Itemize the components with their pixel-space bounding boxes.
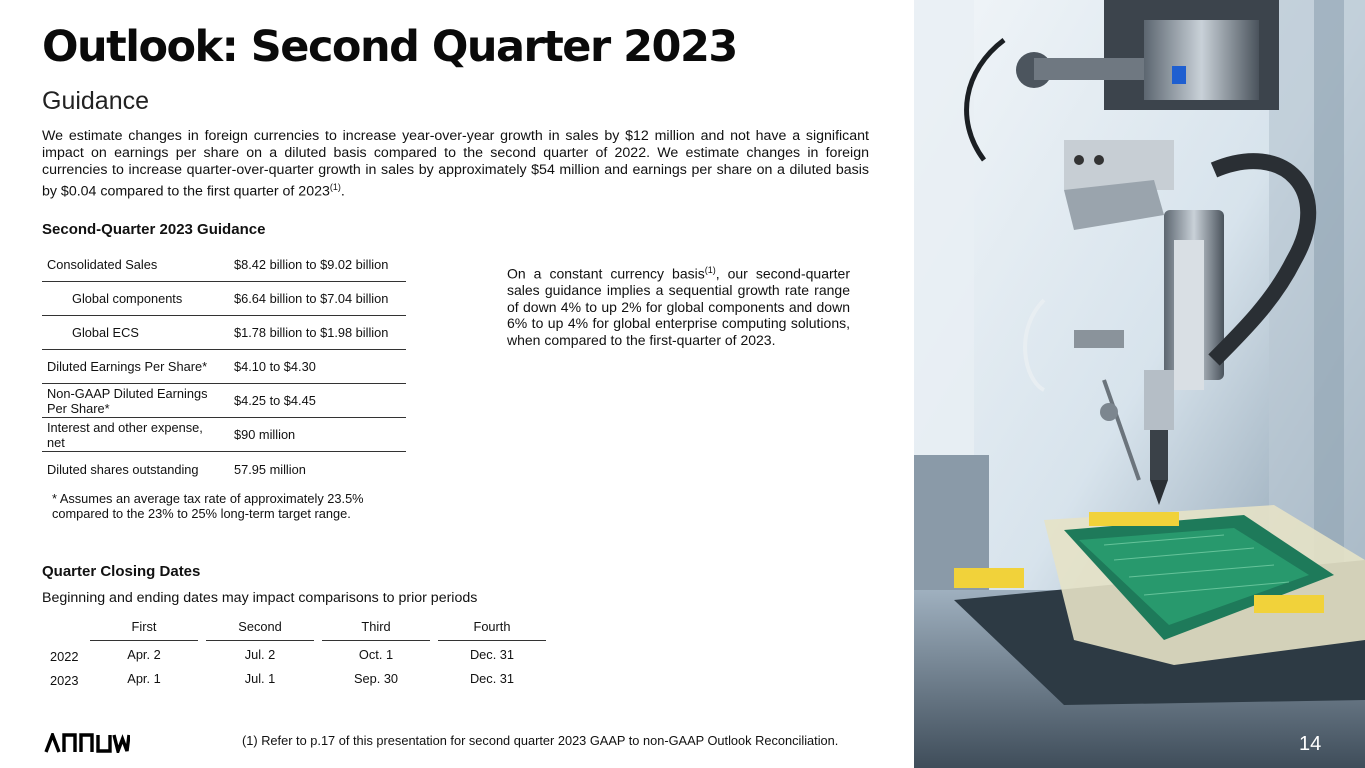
table-row xyxy=(42,248,406,282)
closing-dates-subheading: Beginning and ending dates may impact comparisons to prior periods xyxy=(42,590,478,606)
page-subtitle: Guidance xyxy=(42,87,150,115)
note-prefix: On a constant currency basis xyxy=(507,265,705,282)
note-text: , our second-quarter sales guidance implies a sequential growth rate range of down 4% to up 2% for global components and down 6% to up 4% for global enterprise computing solutions, when compared to the first-quarter of 2023. xyxy=(507,265,850,348)
column-divider xyxy=(322,640,430,641)
tax-footnote-line: compared to the 23% to 25% long-term target range. xyxy=(52,506,351,521)
guidance-label: Global components xyxy=(72,291,183,306)
intro-footnote-marker: (1) xyxy=(329,182,341,192)
date-cell: Sep. 30 xyxy=(353,671,399,686)
guidance-value: 57.95 million xyxy=(234,461,306,477)
tax-footnote xyxy=(52,491,364,521)
guidance-label: Non-GAAP Diluted Earnings Per Share* xyxy=(47,385,208,416)
intro-end: . xyxy=(340,183,345,200)
date-cell: Oct. 1 xyxy=(358,647,394,662)
guidance-table xyxy=(42,248,406,486)
column-divider xyxy=(438,640,546,641)
guidance-label: Interest and other expense, net xyxy=(47,419,203,450)
page-number: 14 xyxy=(1299,733,1322,755)
photo-illustration xyxy=(914,0,1365,768)
closing-dates-heading: Quarter Closing Dates xyxy=(42,563,201,580)
column-header: Second xyxy=(238,619,282,634)
tax-footnote-line: * Assumes an average tax rate of approximately 23.5% xyxy=(52,491,364,506)
guidance-value: $4.25 to $4.45 xyxy=(234,393,316,408)
date-cell: Jul. 1 xyxy=(244,671,276,686)
guidance-value: $90 million xyxy=(234,427,296,442)
date-cell: Apr. 1 xyxy=(127,671,161,686)
table-row xyxy=(42,282,406,316)
guidance-label: Global ECS xyxy=(72,325,139,340)
factory-robot-photo xyxy=(914,0,1365,768)
intro-text: We estimate changes in foreign currencies to increase year-over-year growth in sales by $12 million and not have a significant impact on earnings per share on a diluted basis compared to the second quarter of 2022. We estimate changes in foreign currencies to increase quarter-over-quarter growth in sales by approximately $54 million and earnings per share on a diluted basis by $0.04 compared to the first quarter of 2023 xyxy=(42,128,869,200)
guidance-value: $1.78 billion to $1.98 billion xyxy=(234,325,389,340)
intro-paragraph xyxy=(42,128,869,201)
column-header: Third xyxy=(361,619,391,634)
guidance-value: $6.64 billion to $7.04 billion xyxy=(234,291,389,306)
date-cell: Apr. 2 xyxy=(127,647,161,662)
constant-currency-note xyxy=(507,262,850,348)
guidance-label: Diluted shares outstanding xyxy=(47,461,199,477)
note-footnote-marker: (1) xyxy=(704,265,716,275)
guidance-label: Diluted Earnings Per Share* xyxy=(47,359,208,374)
table-row xyxy=(42,350,406,384)
reference-footnote: (1) Refer to p.17 of this presentation for second quarter 2023 GAAP to non-GAAP Outlook Reconciliation. xyxy=(242,733,839,748)
date-cell: Jul. 2 xyxy=(244,647,276,662)
page-title: Outlook: Second Quarter 2023 xyxy=(42,22,737,72)
date-cell: Dec. 31 xyxy=(469,671,515,686)
table-row xyxy=(42,418,406,452)
column-header: First xyxy=(131,619,157,634)
table-row xyxy=(42,452,406,486)
table-row xyxy=(42,384,406,418)
year-label: 2022 xyxy=(50,649,79,664)
date-cell: Dec. 31 xyxy=(469,647,515,662)
table-row xyxy=(42,316,406,350)
column-divider xyxy=(90,640,198,641)
guidance-label: Consolidated Sales xyxy=(47,257,158,272)
year-label: 2023 xyxy=(50,673,79,688)
guidance-value: $4.10 to $4.30 xyxy=(234,359,316,374)
column-header: Fourth xyxy=(473,619,511,634)
guidance-value: $8.42 billion to $9.02 billion xyxy=(234,257,389,272)
column-divider xyxy=(206,640,314,641)
guidance-heading: Second-Quarter 2023 Guidance xyxy=(42,221,266,238)
arrow-logo xyxy=(44,733,130,753)
